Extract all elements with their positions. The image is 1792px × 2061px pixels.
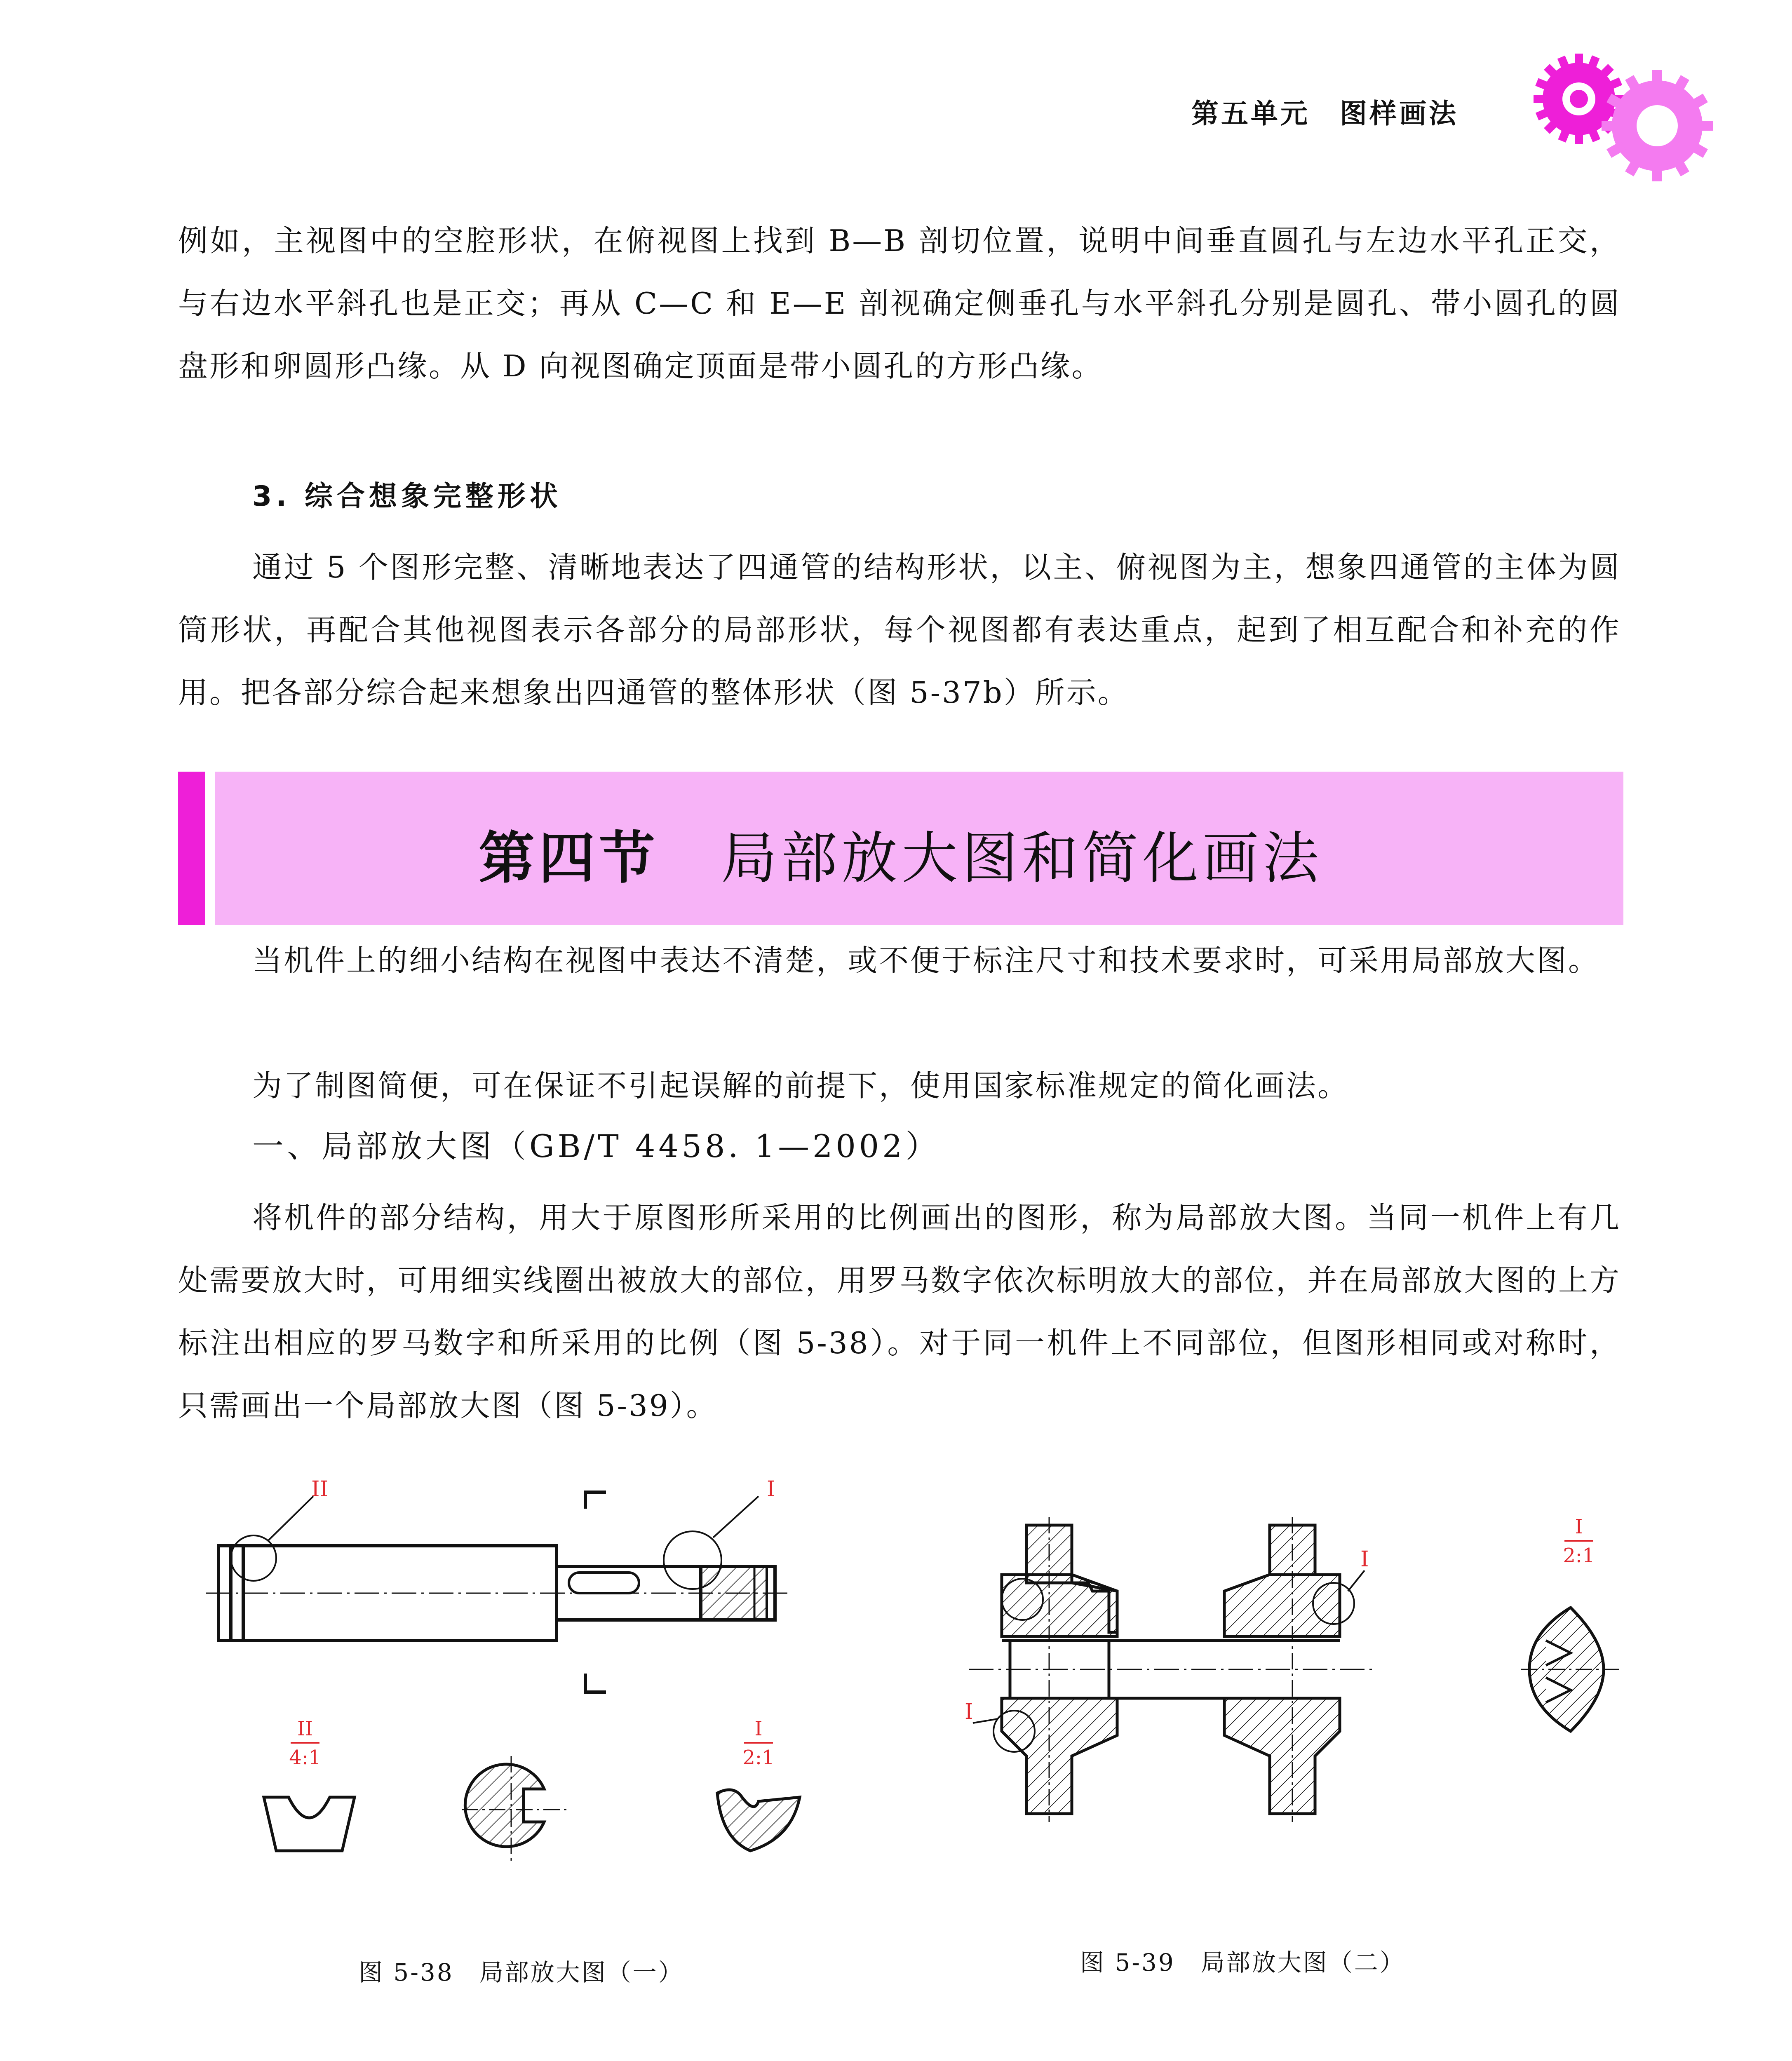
shaft-cross-section — [462, 1756, 569, 1863]
detail-label-II: II — [297, 1717, 313, 1740]
figure-5-38-caption: 图 5-38 局部放大图（一） — [359, 1958, 684, 1986]
section-banner — [178, 772, 1623, 925]
detail-view-II — [264, 1797, 355, 1851]
section-title — [178, 813, 1623, 894]
paragraph-synthesis: 通过 5 个图形完整、清晰地表达了四通管的结构形状，以主、俯视图为主，想象四通管的主体为圆筒形状，再配合其他视图表示各部分的局部形状，每个视图都有表达重点，起到了相互配合和补充的作用。把各部分综合起来想象出四通管的整体形状（图 5-37b）所示。 — [178, 550, 1621, 710]
label-II: II — [311, 1477, 329, 1502]
heading-partial-enlarged: 一、局部放大图（GB/T 4458. 1—2002） — [252, 1128, 940, 1164]
detail-view-I — [1529, 1608, 1604, 1731]
detail-scale-I: 2:1 — [1563, 1544, 1595, 1567]
label-I-left: I — [965, 1700, 973, 1724]
detail-circle-I — [664, 1531, 721, 1589]
detail-scale-I: 2:1 — [742, 1746, 775, 1769]
label-I-right: I — [1360, 1547, 1369, 1572]
gear-decoration — [1521, 54, 1719, 190]
detail-scale-II: 4:1 — [289, 1746, 321, 1769]
figure-5-39 — [928, 1467, 1628, 1896]
paragraph-intro: 例如，主视图中的空腔形状，在俯视图上找到 B—B 剖切位置，说明中间垂直圆孔与左边水平孔正交，与右边水平斜孔也是正交；再从 C—C 和 E—E 剖视确定侧垂孔与水平斜孔分别是圆孔、带小圆孔的圆盘形和卵圆形凸缘。从 D 向视图确定顶面是带小圆孔的方形凸缘。 — [178, 223, 1621, 383]
figure-5-39-caption: 图 5-39 局部放大图（二） — [1080, 1948, 1405, 1976]
gear-icon — [1602, 70, 1713, 181]
detail-label-I: I — [754, 1717, 763, 1740]
figure-5-38 — [206, 1467, 907, 1896]
detail-circle-II — [231, 1535, 276, 1581]
subheading-3: 3. 综合想象完整形状 — [252, 480, 562, 513]
section-name: 局部放大图和简化画法 — [721, 826, 1323, 891]
label-I: I — [767, 1477, 775, 1502]
detail-view-I — [717, 1790, 800, 1851]
detail-label-I: I — [1575, 1515, 1583, 1538]
section-number: 第四节 — [479, 826, 659, 891]
running-header-title: 第五单元 图样画法 — [1191, 97, 1458, 129]
paragraph-simplified-intro: 为了制图简便，可在保证不引起误解的前提下，使用国家标准规定的简化画法。 — [252, 1068, 1349, 1103]
paragraph-partial-enlarged-intro: 当机件上的细小结构在视图中表达不清楚，或不便于标注尺寸和技术要求时，可采用局部放大图。 — [252, 943, 1600, 978]
paragraph-partial-enlarged-definition: 将机件的部分结构，用大于原图形所采用的比例画出的图形，称为局部放大图。当同一机件上有几处需要放大时，可用细实线圈出被放大的部位，用罗马数字依次标明放大的部位，并在局部放大图的上方标注出相应的罗马数字和所采用的比例（图 5-38）。对于同一机件上不同部位，但图形相同或对称时，只需画出一个局部放大图（图 5-39）。 — [178, 1200, 1621, 1423]
